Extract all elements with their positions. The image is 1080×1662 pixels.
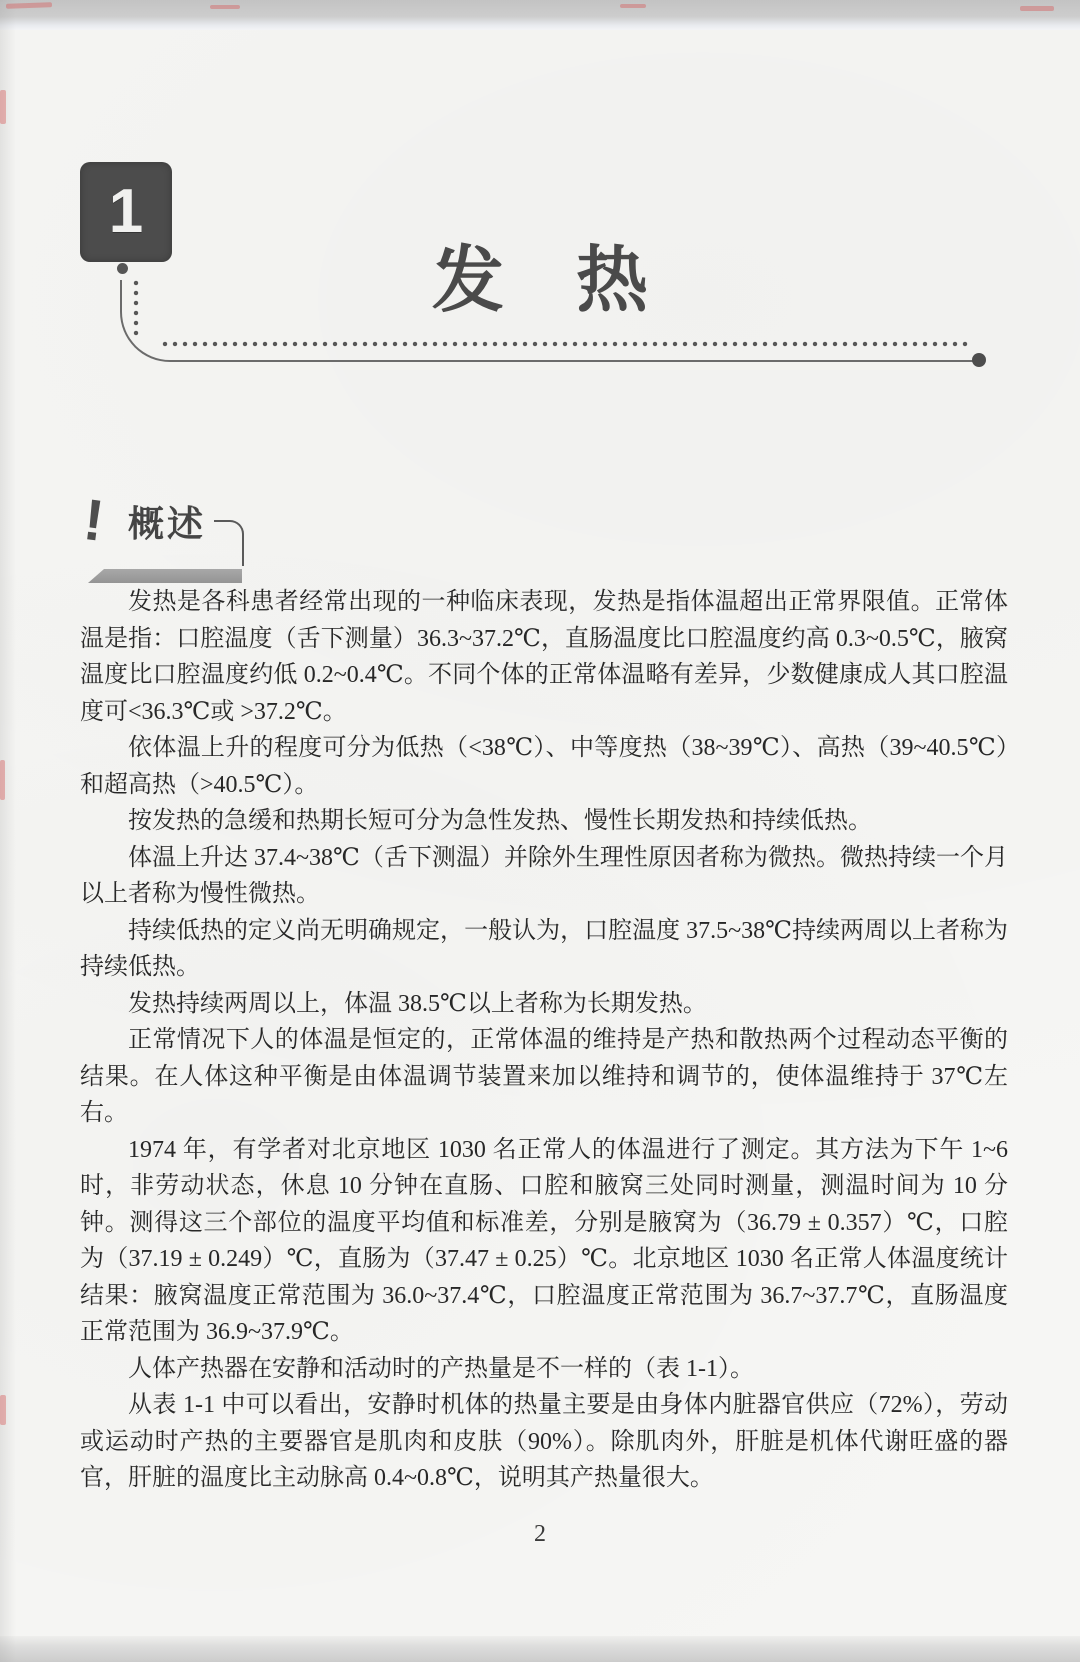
- exclamation-icon: !: [80, 487, 108, 554]
- paragraph: 持续低热的定义尚无明确规定，一般认为，口腔温度 37.5~38℃持续两周以上者称为持续低热。: [80, 917, 1008, 980]
- decor-dot: [117, 263, 128, 274]
- scan-artifact: [0, 760, 5, 800]
- scan-artifact: [620, 4, 646, 8]
- page-number: 2: [534, 1521, 546, 1547]
- paragraph: 从表 1-1 中可以看出，安静时机体的热量主要是由身体内脏器官供应（72%），劳动或运动时产热的主要器官是肌肉和皮肤（90%）。除肌肉外，肝脏是机体代谢旺盛的器官，肝脏的温度比主动脉高 0.4~0.8℃，说明其产热量很大。: [80, 1392, 1008, 1491]
- chapter-title: 发 热: [431, 241, 648, 321]
- chapter-number: 1: [108, 177, 144, 246]
- heading-bracket-line: [214, 520, 244, 566]
- paragraph: 依体温上升的程度可分为低热（<38℃）、中等度热（38~39℃）、高热（39~40.5℃）和超高热（>40.5℃）。: [80, 735, 1008, 798]
- paragraph: 正常情况下人的体温是恒定的，正常体温的维持是产热和散热两个过程动态平衡的结果。在人体这种平衡是由体温调节装置来加以维持和调节的，使体温维持于 37℃左右。: [80, 1027, 1008, 1126]
- scan-artifact: [1020, 6, 1054, 11]
- paragraph: 体温上升达 37.4~38℃（舌下测温）并除外生理性原因者称为微热。微热持续一个月以上者称为慢性微热。: [80, 844, 1008, 907]
- scan-artifact: [0, 1395, 6, 1425]
- paragraph: 1974 年，有学者对北京地区 1030 名正常人的体温进行了测定。其方法为下午 1~6 时，非劳动状态，休息 10 分钟在直肠、口腔和腋窝三处同时测量，测温时间为 10 分钟。测得这三个部位的温度平均值和标准差，分别是腋窝为（36.79 ± 0.357）℃，口腔为（37.19 ± 0.249）℃，直肠为（37.47 ± 0.25）℃。北京地区 1030 名正常人体温度统计结果：腋窝温度正常范围为 36.0~37.4℃，口腔温度正常范围为 36.7~37.7℃，直肠温度正常范围为 36.9~37.9℃。: [80, 1136, 1008, 1345]
- scan-bottom-edge: [0, 1636, 1080, 1662]
- decor-solid-line: [120, 280, 980, 362]
- paragraph: 发热持续两周以上，体温 38.5℃以上者称为长期发热。: [128, 990, 707, 1017]
- section-title: 概述: [128, 503, 207, 544]
- decor-dotted-line-vertical: [133, 280, 139, 336]
- paragraph: 发热是各科患者经常出现的一种临床表现，发热是指体温超出正常界限值。正常体温是指：口腔温度（舌下测量）36.3~37.2℃，直肠温度比口腔温度约高 0.3~0.5℃，腋窝温度比口腔温度约低 0.2~0.4℃。不同个体的正常体温略有差异，少数健康成人其口腔温度可<36.3℃或 >37.2℃。: [80, 589, 1008, 725]
- decor-end-dot: [972, 353, 986, 367]
- decor-dotted-line-horizontal: [162, 341, 968, 347]
- body-text: [80, 584, 1008, 1497]
- scan-artifact: [0, 90, 6, 124]
- paragraph: 按发热的急缓和热期长短可分为急性发热、慢性长期发热和持续低热。: [128, 808, 872, 834]
- paragraph: 人体产热器在安静和活动时的产热量是不一样的（表 1-1）。: [128, 1355, 754, 1382]
- heading-shadow-bar: [88, 569, 242, 583]
- scan-artifact: [210, 5, 240, 9]
- scan-top-edge: [0, 0, 1080, 30]
